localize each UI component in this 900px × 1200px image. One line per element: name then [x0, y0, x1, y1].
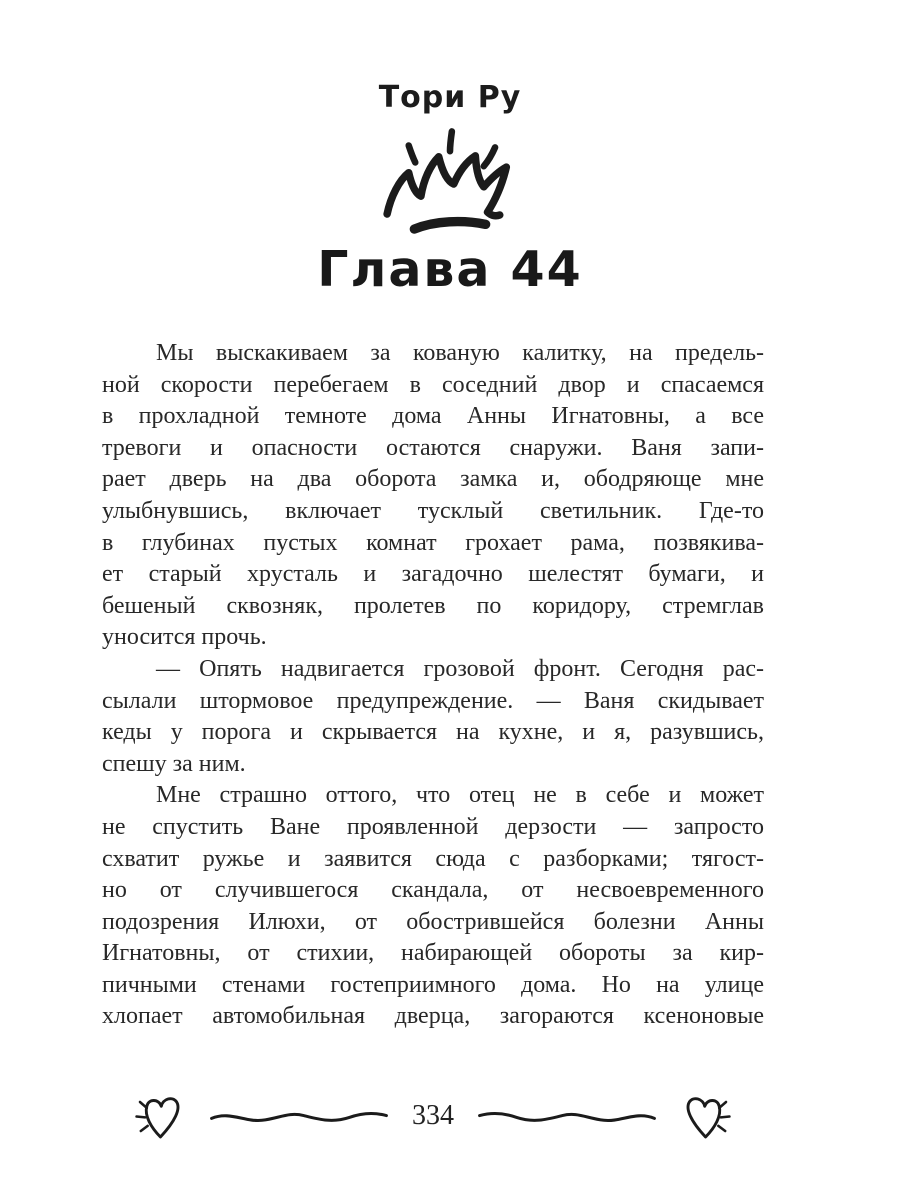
chapter-title: Глава 44 [317, 241, 583, 298]
text-line: рает дверь на два оборота замка и, ободряюще мне [102, 466, 764, 493]
text-line: в прохладной темноте дома Анны Игнатовны, а все [102, 403, 764, 430]
text-line: улыбнувшись, включает тусклый светильник. Где-то [102, 497, 764, 524]
text-line: кеды у порога и скрывается на кухне, и я, разувшись, [102, 719, 764, 746]
text-line: пичными стенами гостеприимного дома. Но на улице [102, 971, 764, 998]
text-line: ной скорости перебегаем в соседний двор и спасаемся [102, 371, 764, 398]
author-name: Тори Ру [378, 80, 522, 115]
page-footer [102, 1086, 764, 1146]
text-line: — Опять надвигается грозовой фронт. Сегодня рас- [156, 655, 764, 682]
body-text [102, 338, 764, 1033]
paragraph [102, 338, 764, 654]
squiggle-divider-icon [476, 1107, 658, 1126]
paragraph [102, 654, 764, 780]
text-line: но от случившегося скандала, от несвоевременного [102, 877, 764, 904]
text-line: Мне страшно оттого, что отец не в себе и может [156, 782, 764, 809]
text-line: Мы выскакиваем за кованую калитку, на предель- [156, 340, 764, 366]
text-line: ет старый хрусталь и загадочно шелестят бумаги, и [102, 561, 764, 588]
text-line: сылали штормовое предупреждение. — Ваня скидывает [102, 687, 764, 714]
heart-icon [674, 1090, 732, 1143]
page-number: 334 [412, 1100, 454, 1131]
text-line: уносится прочь. [102, 624, 267, 651]
text-line: в глубинах пустых комнат грохает рама, позвякива- [102, 529, 764, 556]
text-line: не спустить Ване проявленной дерзости — запросто [102, 813, 764, 840]
text-line: спешу за ним. [102, 750, 246, 777]
text-line: тревоги и опасности остаются снаружи. Ваня запи- [102, 434, 764, 461]
text-line: Игнатовны, от стихии, набирающей обороты за кир- [102, 940, 764, 967]
text-line: подозрения Илюхи, от обострившейся болезни Анны [102, 908, 764, 935]
text-line: схватит ружье и заявится сюда с разборками; тягост- [102, 845, 764, 872]
crown-icon [373, 123, 527, 245]
heart-icon [134, 1090, 192, 1143]
text-line: бешеный сквозняк, пролетев по коридору, стремглав [102, 592, 764, 619]
squiggle-divider-icon [208, 1107, 390, 1126]
paragraph [102, 780, 764, 1033]
text-line: хлопает автомобильная дверца, загораются ксеноновые [102, 1003, 764, 1030]
